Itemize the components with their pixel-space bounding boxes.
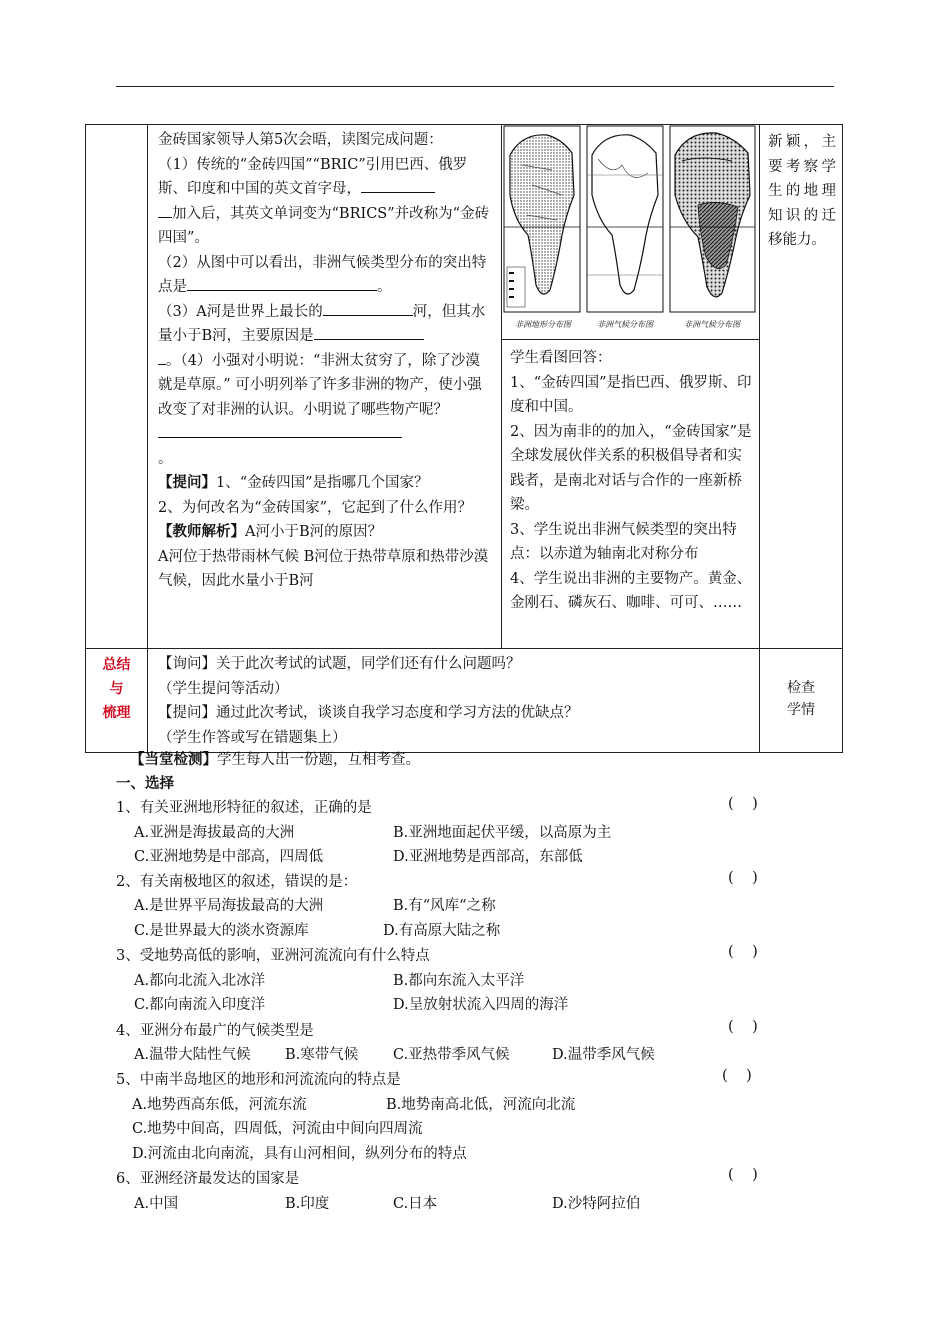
map-caption-1: 非洲地形分布图 [515, 320, 571, 329]
q6-option-a: A.中国 [134, 1196, 179, 1212]
q3-option-a: A.都向北流入北冰洋 [134, 973, 266, 989]
header-rule [116, 86, 834, 87]
q4-option-d: D.温带季风气候 [552, 1047, 655, 1063]
note-cell [760, 125, 843, 649]
q2-option-c: C.是世界最大的淡水资源库 [134, 923, 309, 939]
summary-label-cell [86, 649, 148, 753]
summary-label-3: 梳理 [102, 705, 131, 721]
ask-2: 2、为何改名为“金砖国家”，它起到了什么作用？ [158, 499, 473, 516]
q3-answer-paren[interactable]: ( ) [728, 944, 758, 960]
q5-option-a: A.地势西高东低，河流东流 [132, 1097, 307, 1113]
question-3: （3）A河是世界上最长的 河，但其水量小于B河，主要原因是 [158, 300, 493, 374]
q4-option-a: A.温带大陆性气候 [134, 1047, 251, 1063]
answer-3: 3、学生说出非洲气候类型的突出特点：以赤道为轴南北对称分布 [510, 521, 737, 562]
q5-stem: 5、中南半岛地区的地形和河流流向的特点是 [116, 1072, 401, 1088]
quiz-section-title: 一、选择 [116, 775, 174, 792]
summary-check-cell [760, 649, 843, 753]
question-2: （2）从图中可以看出，非洲气候类型分布的突出特点是 。 [158, 254, 487, 295]
q6-option-c: C.日本 [393, 1196, 438, 1212]
quiz-header: 【当堂检测】学生每人出一份题，互相考查。 [130, 751, 420, 768]
q2-stem: 2、有关南极地区的叙述，错误的是： [116, 874, 358, 890]
q3-option-d: D.呈放射状流入四周的海洋 [393, 997, 569, 1013]
summary-line-4: （学生作答或写在错题集上） [158, 729, 347, 746]
summary-line-1: 【询问】关于此次考试的试题，同学们还有什么问题吗？ [158, 656, 521, 672]
design-note: 新颖，主要考察学生的地理知识的迁移能力。 [768, 134, 836, 248]
q4-stem: 4、亚洲分布最广的气候类型是 [116, 1023, 314, 1039]
q2-option-a: A.是世界平局海拔最高的大洲 [134, 898, 324, 914]
map-answer-cell [502, 125, 760, 649]
lesson-table [85, 124, 843, 753]
q5-option-d: D.河流由北向南流，具有山河相间，纵列分布的特点 [132, 1146, 467, 1162]
check-line-1: 检查 [787, 680, 815, 696]
map-caption-3: 非洲气候分布图 [684, 320, 740, 329]
answer-4: 4、学生说出非洲的主要物产。黄金、金刚石、磷灰石、咖啡、可可、…… [510, 570, 752, 611]
q3-stem: 3、受地势高低的影响，亚洲河流流向有什么特点 [116, 948, 430, 964]
summary-label-2: 与 [109, 681, 124, 697]
summary-line-2: （学生提问等活动） [158, 680, 289, 697]
teacher-block: 【教师解析】A河小于B河的原因？ [158, 523, 383, 540]
summary-line-3: 【提问】通过此次考试，谈谈自我学习态度和学习方法的优缺点？ [158, 705, 579, 721]
lesson-row [86, 125, 843, 649]
q1-stem: 1、有关亚洲地形特征的叙述，正确的是 [116, 800, 372, 816]
q6-stem: 6、亚洲经济最发达的国家是 [116, 1171, 300, 1187]
question-4: 。（4）小强对小明说：“非洲太贫穷了，除了沙漠就是草原。” 可小明列举了许多非洲的物产，使小强改变了对非洲的认识。小明说了哪些物产呢？ 。 [158, 352, 482, 467]
q5-answer-paren[interactable]: ( ) [722, 1068, 752, 1084]
answer-1: 1、“金砖四国”是指巴西、俄罗斯、印度和中国。 [510, 374, 752, 415]
q1-option-a: A.亚洲是海拔最高的大洲 [134, 825, 295, 841]
summary-content-cell [148, 649, 760, 753]
answer-title: 学生看图回答： [510, 350, 612, 366]
ask-block: 【提问】1、“金砖四国”是指哪几个国家？ [158, 474, 429, 491]
intro-text: 金砖国家领导人第5次会晤，读图完成问题： [158, 132, 443, 148]
summary-label-1: 总结 [102, 657, 131, 673]
q3-option-c: C.都向南流入印度洋 [134, 997, 266, 1013]
summary-row [86, 649, 843, 753]
answer-2: 2、因为南非的的加入，“金砖国家”是全球发展伙伴关系的积极倡导者和实践者，是南北对话与合作的一座新桥梁。 [510, 423, 752, 513]
q6-answer-paren[interactable]: ( ) [728, 1167, 758, 1183]
map-caption-2: 非洲气候分布图 [597, 320, 653, 329]
q2-answer-paren[interactable]: ( ) [728, 870, 758, 886]
q1-option-d: D.亚洲地势是西部高，东部低 [393, 849, 583, 865]
q2-option-b: B.有“风库“之称 [393, 898, 496, 914]
q6-option-d: D.沙特阿拉伯 [552, 1196, 641, 1212]
question-1: （1）传统的“金砖四国”“BRIC”引用巴西、俄罗斯、印度和中国的英文首字母， 加入后，其英文单词变为“BRICS”并改称为“金砖四国”。 [158, 156, 490, 246]
q4-option-b: B.寒带气候 [285, 1047, 359, 1063]
q4-option-c: C.亚热带季风气候 [393, 1047, 510, 1063]
check-line-2: 学情 [787, 702, 815, 718]
teacher-answer: A河位于热带雨林气候 B河位于热带草原和热带沙漠气候，因此水量小于B河 [158, 548, 489, 589]
q5-option-b: B.地势南高北低，河流向北流 [386, 1097, 576, 1113]
q1-answer-paren[interactable]: ( ) [728, 796, 758, 812]
africa-maps-image [502, 125, 759, 339]
q2-option-d: D.有高原大陆之称 [383, 923, 501, 939]
q3-option-b: B.都向东流入太平洋 [393, 973, 525, 989]
q1-option-b: B.亚洲地面起伏平缓，以高原为主 [393, 825, 612, 841]
lesson-content-cell [148, 125, 502, 649]
q1-option-c: C.亚洲地势是中部高，四周低 [134, 849, 324, 865]
q6-option-b: B.印度 [285, 1196, 330, 1212]
q4-answer-paren[interactable]: ( ) [728, 1019, 758, 1035]
lesson-label-cell [86, 125, 148, 649]
q5-option-c: C.地势中间高，四周低，河流由中间向四周流 [132, 1121, 423, 1137]
africa-maps-figure [502, 125, 759, 340]
